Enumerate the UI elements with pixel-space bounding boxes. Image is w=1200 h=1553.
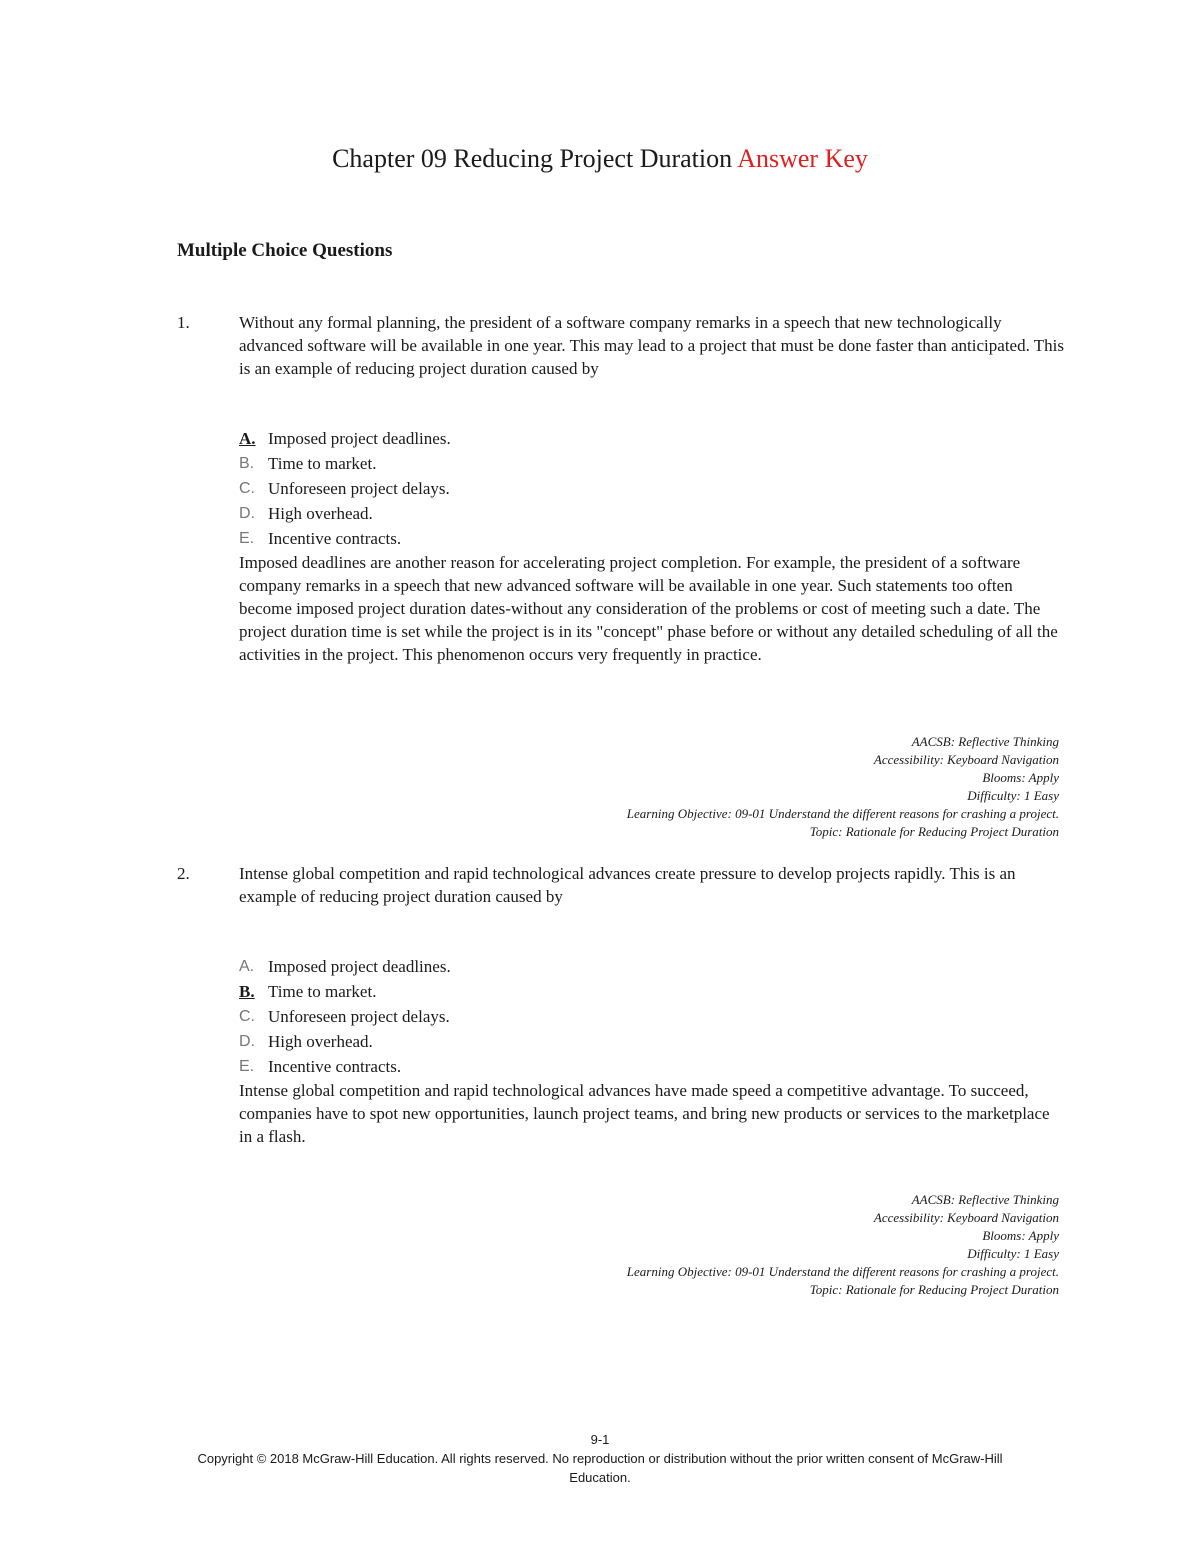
option-letter: E. [239, 1058, 255, 1075]
answer-options [239, 954, 1064, 1148]
option-text: High overhead. [268, 504, 373, 523]
option-text: Unforeseen project delays. [268, 479, 450, 498]
meta-aacsb: AACSB: Reflective Thinking [911, 1192, 1059, 1207]
option-letter: E. [239, 530, 255, 547]
answer-options [239, 426, 1064, 666]
option-c [239, 476, 1064, 501]
meta-blooms: Blooms: Apply [982, 770, 1059, 785]
option-text: Time to market. [268, 982, 377, 1001]
meta-aacsb: AACSB: Reflective Thinking [911, 734, 1059, 749]
meta-difficulty: Difficulty: 1 Easy [967, 1246, 1059, 1261]
option-text: Unforeseen project delays. [268, 1007, 450, 1026]
option-letter-correct: A. [239, 429, 256, 448]
option-text: Incentive contracts. [268, 529, 402, 548]
answer-explanation: Intense global competition and rapid technological advances have made speed a competitive advantage. To succeed, companies have to spot new opportunities, launch project teams, and bring new products or services to the marketplace in a flash. [239, 1081, 1050, 1146]
option-text: Imposed project deadlines. [268, 429, 451, 448]
question-1-metadata [627, 733, 1059, 841]
section-heading: Multiple Choice Questions [177, 240, 393, 261]
copyright-notice: Copyright © 2018 McGraw-Hill Education. All rights reserved. No reproduction or distribution without the prior written consent of McGraw-Hill Education. [197, 1451, 1003, 1485]
question-2-metadata [627, 1191, 1059, 1299]
title-main: Chapter 09 Reducing Project Duration [332, 144, 733, 173]
option-letter: C. [239, 480, 255, 497]
option-e [239, 1054, 1064, 1079]
answer-explanation: Imposed deadlines are another reason for accelerating project completion. For example, the president of a software company remarks in a speech that new advanced software will be available in one year. Such statements too often become imposed project duration dates-without any consideration of the problems or cost of meeting such a date. The project duration time is set while the project is in its "concept" phase before or without any detailed scheduling of all the activities in the project. This phenomenon occurs very frequently in practice. [239, 553, 1058, 664]
option-d [239, 1029, 1064, 1054]
page-footer [0, 1430, 1200, 1487]
option-text: Time to market. [268, 454, 377, 473]
option-letter: A. [239, 958, 255, 975]
option-a [239, 954, 1064, 979]
option-letter-correct: B. [239, 982, 255, 1001]
option-text: Imposed project deadlines. [268, 957, 451, 976]
question-text: Intense global competition and rapid technological advances create pressure to develop projects rapidly. This is an example of reducing project duration caused by [239, 864, 1016, 906]
meta-difficulty: Difficulty: 1 Easy [967, 788, 1059, 803]
page-number: 9-1 [590, 1432, 610, 1447]
option-b [239, 451, 1064, 476]
option-a [239, 426, 1064, 451]
option-c [239, 1004, 1064, 1029]
option-text: Incentive contracts. [268, 1057, 402, 1076]
question-number: 1. [177, 313, 190, 332]
meta-learning-objective: Learning Objective: 09-01 Understand the different reasons for crashing a project. [626, 806, 1059, 821]
title-answer-key: Answer Key [737, 144, 868, 173]
option-letter: B. [239, 455, 255, 472]
meta-accessibility: Accessibility: Keyboard Navigation [873, 1210, 1059, 1225]
meta-topic: Topic: Rationale for Reducing Project Duration [809, 824, 1059, 839]
question-text: Without any formal planning, the president of a software company remarks in a speech that new technologically advanced software will be available in one year. This may lead to a project that must be done faster than anticipated. This is an example of reducing project duration caused by [239, 313, 1065, 378]
option-d [239, 501, 1064, 526]
option-text: High overhead. [268, 1032, 373, 1051]
meta-accessibility: Accessibility: Keyboard Navigation [873, 752, 1059, 767]
question-number: 2. [177, 864, 190, 883]
meta-topic: Topic: Rationale for Reducing Project Duration [809, 1282, 1059, 1297]
option-letter: D. [239, 1033, 255, 1050]
meta-blooms: Blooms: Apply [982, 1228, 1059, 1243]
option-letter: D. [239, 505, 255, 522]
option-letter: C. [239, 1008, 255, 1025]
meta-learning-objective: Learning Objective: 09-01 Understand the different reasons for crashing a project. [626, 1264, 1059, 1279]
page-title [0, 143, 1200, 175]
option-e [239, 526, 1064, 551]
option-b [239, 979, 1064, 1004]
